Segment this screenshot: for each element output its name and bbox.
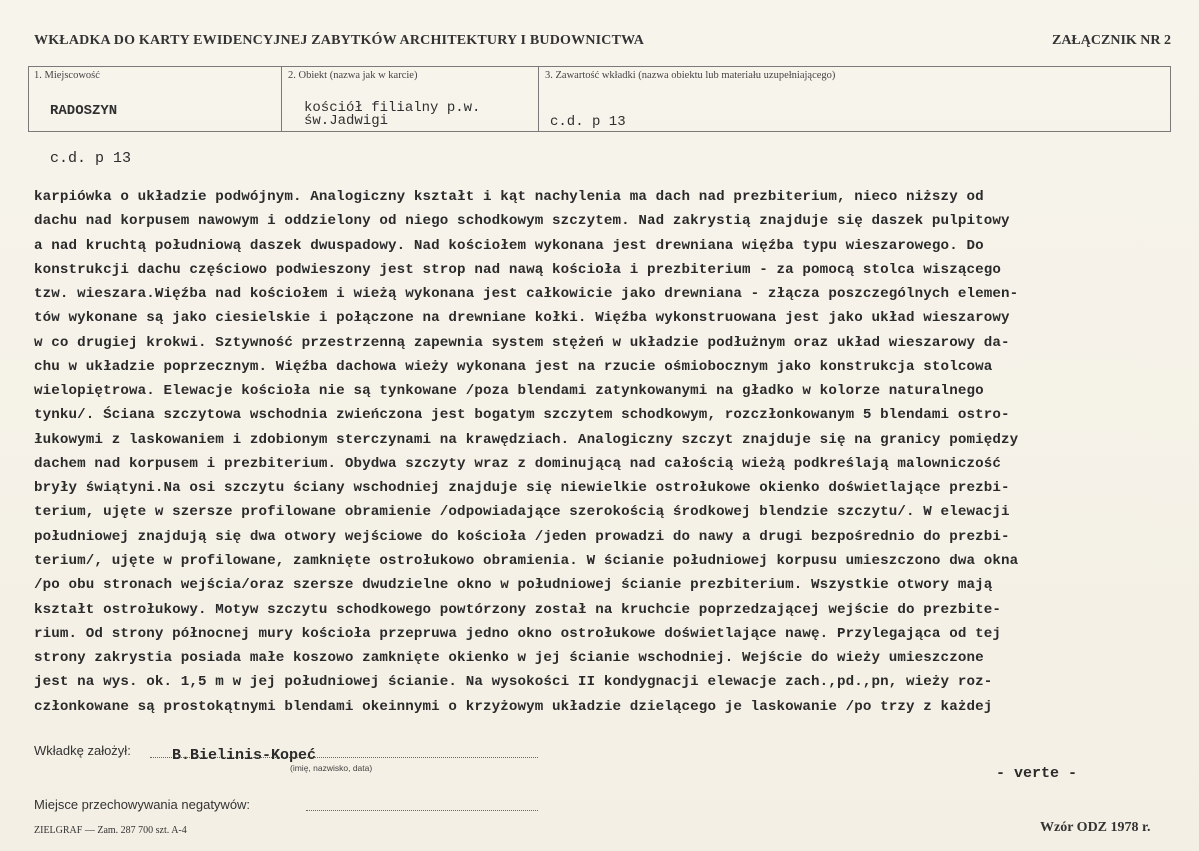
description-line: wielopiętrowa. Elewacje kościoła nie są tynkowane /poza blendami zatynkowanymi na gładko w kolorze naturalnego [34,383,984,400]
description-line: łukowymi z laskowaniem i zdobionym sterczynami na krawędziach. Analogiczny szczyt znajduje się na granicy pomiędzy [34,431,1019,448]
description-line: a nad kruchtą południową daszek dwuspadowy. Nad kościołem wykonana jest drewniana więźba typu wieszarowego. Do [34,237,984,254]
description-line: konstrukcji dachu częściowo podwieszony jest strop nad nawą kościoła i prezbiterium - za pomocą stolca wiszącego [34,261,1001,278]
negatives-label: Miejsce przechowywania negatywów: [34,797,251,812]
description-line: /po obu stronach wejścia/oraz szersze dwudzielne okno w południowej ścianie prezbiterium. Wszystkie otwory mają [34,577,993,594]
object-value-line1: kościół filialny p.w. [304,100,481,116]
description-line: karpiówka o układzie podwójnym. Analogiczny kształt i kąt nachylenia ma dach nad prezbiterium, nieco niższy od [34,189,984,205]
table-top-border [28,66,1171,67]
locality-value: RADOSZYN [50,103,118,119]
printer-info: ZIELGRAF — Zam. 287 700 szt. A-4 [34,825,187,836]
form-template-id: Wzór ODZ 1978 r. [1040,820,1151,835]
verte-note: - verte - [996,765,1078,782]
description-line: rium. Od strony północnej mury kościoła przepruwa jedno okno ostrołukowe doświetlające nawę. Przylegająca od tej [34,625,1001,642]
content-value: c.d. p 13 [550,114,626,130]
description-line: terium, ujęte w szersze profilowane obramienie /odpowiadające szerokością środkowej blendzie szczytu/. W elewacji [34,504,1010,521]
content-label: 3. Zawartość wkładki (nazwa obiektu lub materiału uzupełniającego) [545,70,836,81]
author-name: B.Bielinis-Kopeć [172,747,317,764]
table-divider-2 [538,66,539,131]
description-line: członkowane są prostokątnymi blendami okeinnymi o krzyżowym układzie dzielącego je laskowanie /po trzy z każdej [34,698,993,715]
description-line: terium/, ujęte w profilowane, zamknięte ostrołukowo obramienia. W ścianie południowej korpusu umieszczono dwa okna [34,552,1019,569]
description-line: strony zakrystia posiada małe koszowo zamknięte okienko w jej ścianie wschodniej. Wejście do wieży umieszczone [34,650,984,667]
description-line: kształt ostrołukowy. Motyw szczytu schodkowego powtórzony został na kruchcie poprzedzającej wejście do prezbite- [34,601,1001,618]
form-title: WKŁADKA DO KARTY EWIDENCYJNEJ ZABYTKÓW ARCHITEKTURY I BUDOWNICTWA [34,33,645,48]
author-label: Wkładkę założył: [34,743,131,758]
continuation-note: c.d. p 13 [50,150,132,167]
author-hint: (imię, nazwisko, data) [290,763,373,773]
description-line: południowej znajdują się dwa otwory wejściowe do kościoła /jeden prowadzi do nawy a drugi bezpośrednio do prezbi- [34,528,1010,545]
description-line: bryły świątyni.Na osi szczytu ściany wschodniej znajduje się niewielkie ostrołukowe okienko doświetlające prezbi- [34,480,1010,497]
description-line: chu w układzie poprzecznym. Więźba dachowa wieży wykonana jest na rzucie ośmiobocznym jako konstrukcja stolcowa [34,358,993,375]
table-divider-1 [281,66,282,131]
object-value-line2: św.Jadwigi [304,113,389,129]
table-bottom-border [28,131,1171,132]
description-line: w co drugiej krokwi. Sztywność przestrzenną zapewnia system stężeń w układzie podłużnym oraz układ wieszarowy da- [34,334,1010,351]
table-left-border [28,66,29,131]
table-right-border [1170,66,1171,131]
locality-label: 1. Miejscowość [34,70,100,81]
description-line: dachu nad korpusem nawowym i oddzielony od niego schodkowym szczytem. Nad zakrystią znajduje się daszek pulpitowy [34,213,1010,230]
description-line: jest na wys. ok. 1,5 m w jej południowej ścianie. Na wysokości II kondygnacji elewacje zach.,pd.,pn, wieży roz- [34,674,993,691]
description-line: dachem nad korpusem i prezbiterium. Obydwa szczyty wraz z dominującą nad całością wieżą podkreślają malowniczość [34,455,1001,472]
negatives-dotted-line [306,810,538,811]
object-label: 2. Obiekt (nazwa jak w karcie) [288,70,418,81]
description-line: tzw. wieszara.Więźba nad kościołem i wieżą wykonana jest całkowicie jako drewniana - złącza poszczególnych elemen- [34,286,1019,303]
description-line: tynku/. Ściana szczytowa wschodnia zwieńczona jest bogatym szczytem schodkowym, rozczłonkowanym 5 blendami ostro- [34,407,1010,424]
annex-number: ZAŁĄCZNIK NR 2 [1051,33,1171,48]
description-line: tów wykonane są jako ciesielskie i połączone na drewniane kołki. Więźba wykonstruowana jest jako układ wieszarowy [34,310,1010,327]
description-text [34,185,1194,719]
